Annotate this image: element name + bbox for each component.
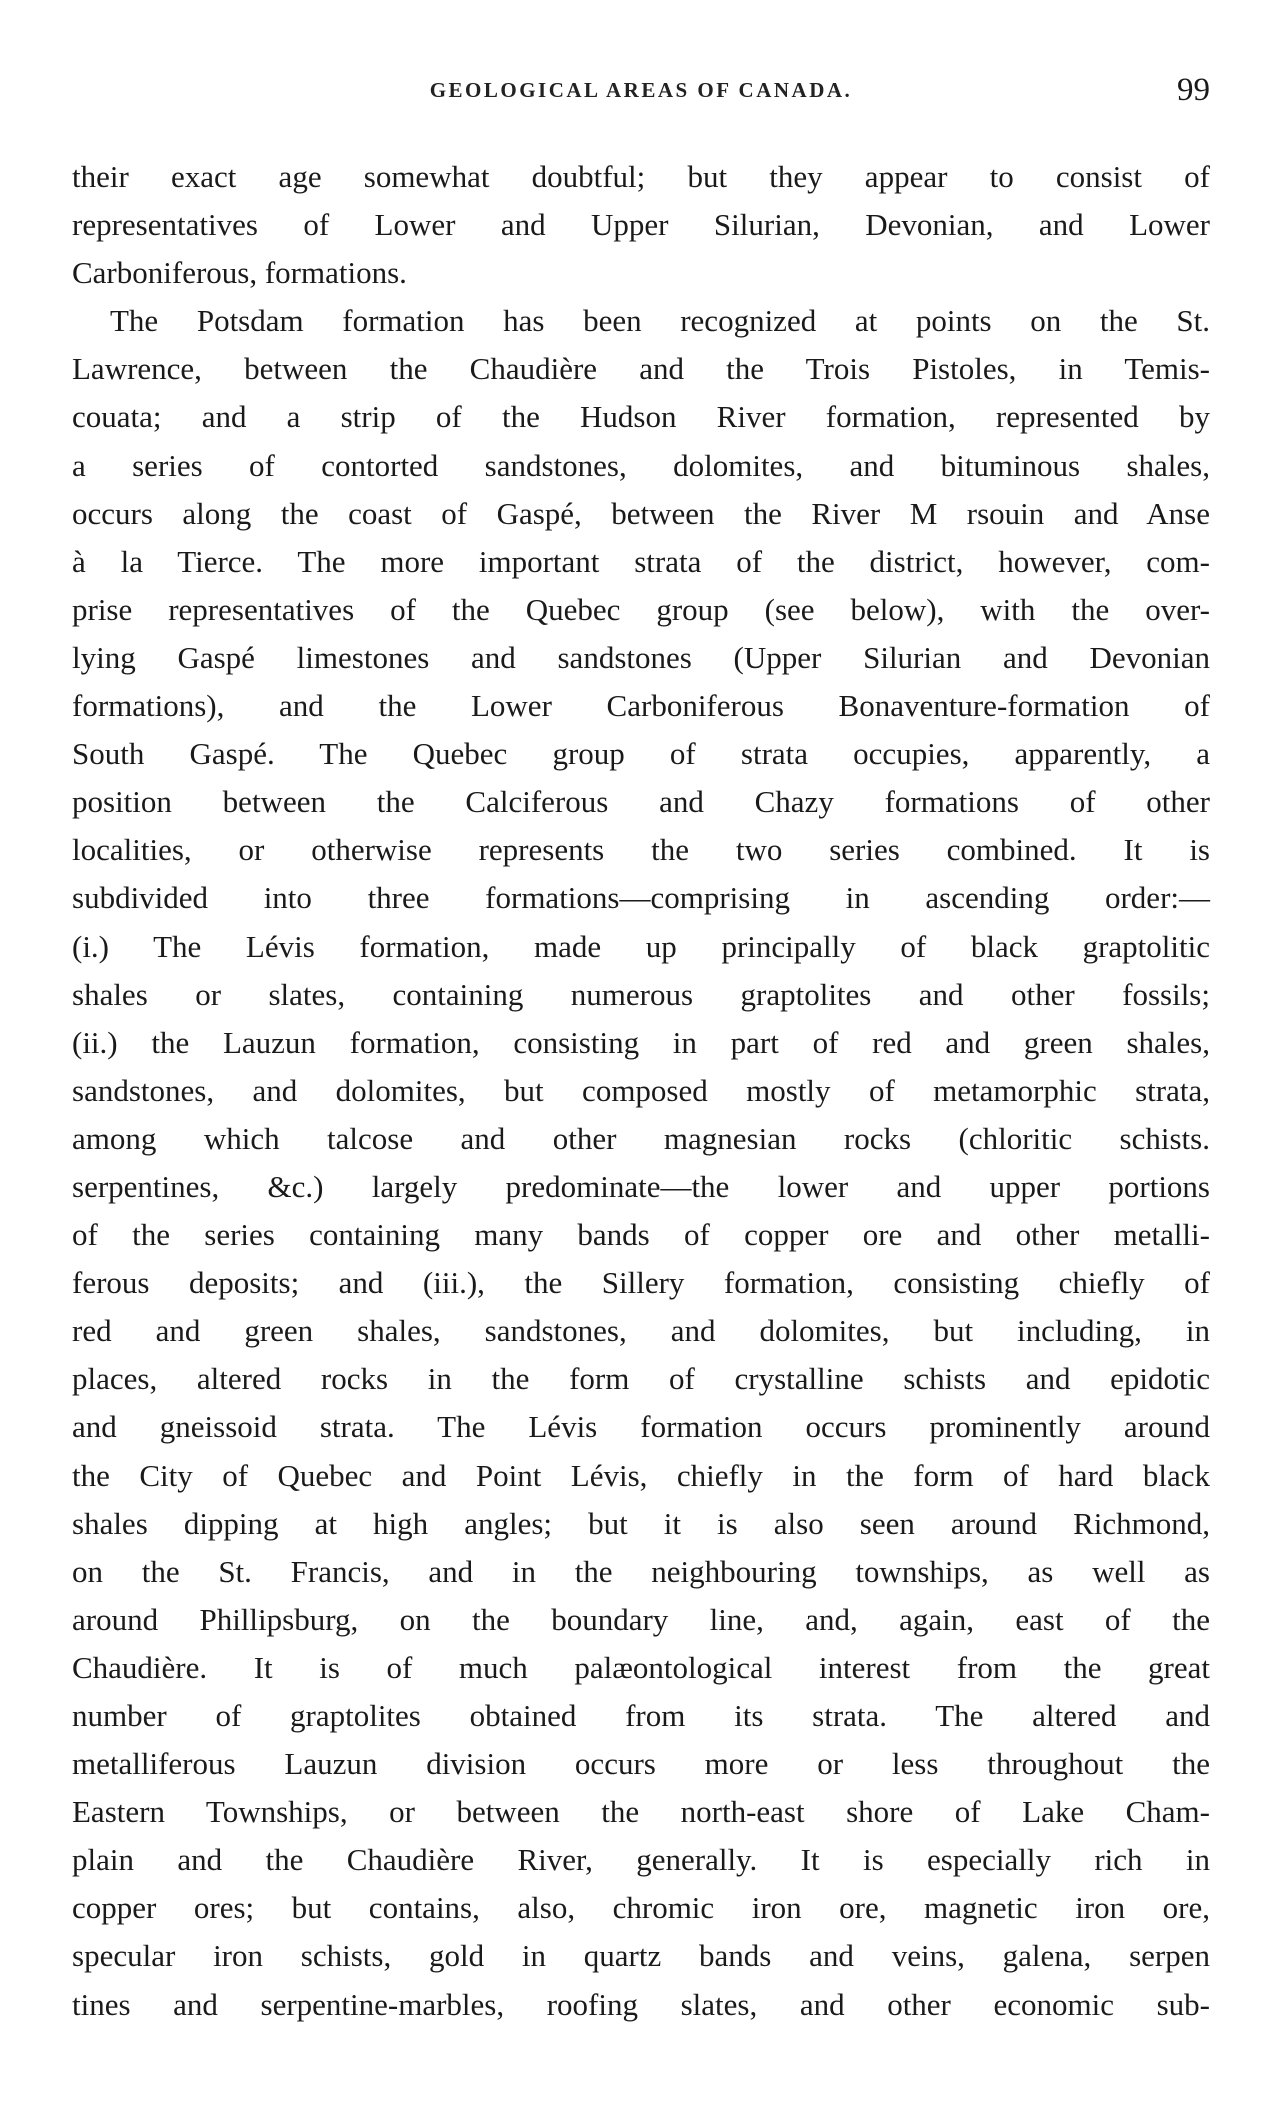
text-line: sandstones, and dolomites, but composed mostly of metamorphic strata, <box>72 1072 1210 1108</box>
text-line: localities, or otherwise represents the two series combined. It is <box>72 832 1210 868</box>
text-line: serpentines, &c.) largely predominate—the lower and upper portions <box>72 1168 1210 1204</box>
text-line: Carboniferous, formations. <box>72 255 407 291</box>
text-line: (ii.) the Lauzun formation, consisting in part of red and green shales, <box>72 1024 1210 1060</box>
text-line: on the St. Francis, and in the neighbouring townships, as well as <box>72 1553 1210 1589</box>
text-line: number of graptolites obtained from its strata. The altered and <box>72 1698 1210 1733</box>
text-line: a series of contorted sandstones, dolomites, and bituminous shales, <box>72 447 1210 483</box>
text-line: subdivided into three formations—comprising in ascending order:— <box>72 880 1210 916</box>
text-line: their exact age somewhat doubtful; but they appear to consist of <box>72 159 1210 194</box>
text-line: and gneissoid strata. The Lévis formation occurs prominently around <box>72 1409 1210 1445</box>
text-line: representatives of Lower and Upper Silurian, Devonian, and Lower <box>72 207 1210 243</box>
text-line: lying Gaspé limestones and sandstones (Upper Silurian and Devonian <box>72 639 1210 675</box>
text-line: Lawrence, between the Chaudière and the Trois Pistoles, in Temis- <box>72 351 1210 387</box>
body-text <box>72 153 1210 2029</box>
text-line: Eastern Townships, or between the north-east shore of Lake Cham- <box>72 1794 1210 1830</box>
text-line: of the series containing many bands of copper ore and other metalli- <box>72 1217 1210 1253</box>
text-line: prise representatives of the Quebec group (see below), with the over- <box>72 591 1210 627</box>
text-line: red and green shales, sandstones, and dolomites, but including, in <box>72 1313 1210 1349</box>
text-line: ferous deposits; and (iii.), the Sillery formation, consisting chiefly of <box>72 1265 1210 1301</box>
text-line: tines and serpentine-marbles, roofing slates, and other economic sub- <box>72 1986 1210 2022</box>
text-line: copper ores; but contains, also, chromic iron ore, magnetic iron ore, <box>72 1890 1210 1926</box>
text-line: the City of Quebec and Point Lévis, chiefly in the form of hard black <box>72 1457 1210 1493</box>
text-line: occurs along the coast of Gaspé, between the River M rsouin and Anse <box>72 495 1210 531</box>
text-line: among which talcose and other magnesian rocks (chloritic schists. <box>72 1120 1210 1156</box>
text-line: metalliferous Lauzun division occurs more or less throughout the <box>72 1746 1210 1782</box>
text-line: plain and the Chaudière River, generally. It is especially rich in <box>72 1842 1210 1878</box>
text-line: specular iron schists, gold in quartz bands and veins, galena, serpen <box>72 1938 1210 1974</box>
text-line: position between the Calciferous and Chazy formations of other <box>72 784 1210 820</box>
text-line: (i.) The Lévis formation, made up principally of black graptolitic <box>72 928 1210 964</box>
text-line: formations), and the Lower Carboniferous Bonaventure-formation of <box>72 688 1210 724</box>
text-line: South Gaspé. The Quebec group of strata occupies, apparently, a <box>72 736 1210 772</box>
text-line: around Phillipsburg, on the boundary line, and, again, east of the <box>72 1601 1210 1637</box>
running-head <box>72 72 1210 118</box>
page-number: 99 <box>1177 72 1210 108</box>
text-line: à la Tierce. The more important strata of the district, however, com- <box>72 543 1210 579</box>
text-line: couata; and a strip of the Hudson River formation, represented by <box>72 399 1210 435</box>
running-title: GEOLOGICAL AREAS OF CANADA. <box>429 78 853 102</box>
text-line: The Potsdam formation has been recognized at points on the St. <box>110 303 1210 339</box>
text-line: Chaudière. It is of much palæontological interest from the great <box>72 1649 1210 1685</box>
text-line: shales or slates, containing numerous graptolites and other fossils; <box>72 976 1210 1012</box>
text-line: places, altered rocks in the form of crystalline schists and epidotic <box>72 1361 1210 1397</box>
text-line: shales dipping at high angles; but it is also seen around Richmond, <box>72 1505 1210 1541</box>
